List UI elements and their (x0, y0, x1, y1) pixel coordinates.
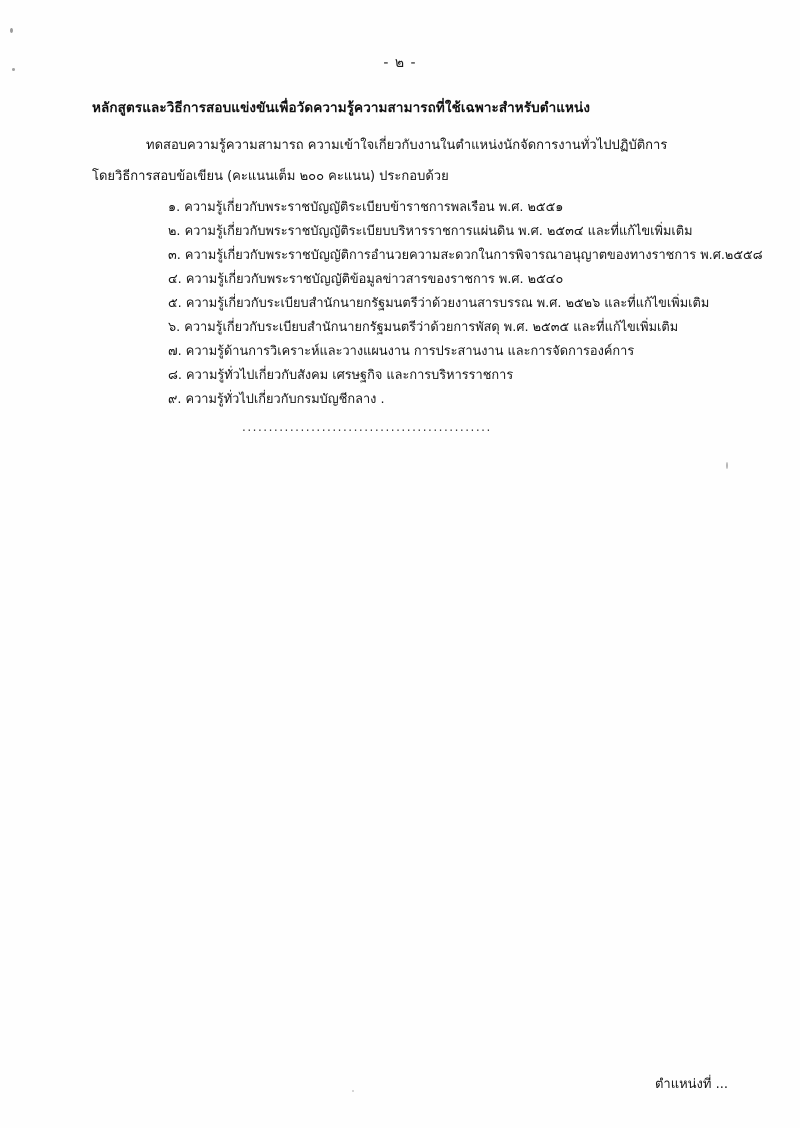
scan-artifact-speck (352, 1090, 354, 1092)
list-item: ๒. ความรู้เกี่ยวกับพระราชบัญญัติระเบียบบริหารราชการแผ่นดิน พ.ศ. ๒๕๓๔ และที่แก้ไขเพิ่มเติม (168, 224, 693, 239)
list-item: ๕. ความรู้เกี่ยวกับระเบียบสำนักนายกรัฐมนตรีว่าด้วยงานสารบรรณ พ.ศ. ๒๕๒๖ และที่แก้ไขเพิ่มเติม (168, 296, 710, 311)
list-item: ๗. ความรู้ด้านการวิเคราะห์และวางแผนงาน การประสานงาน และการจัดการองค์การ (168, 344, 635, 359)
list-item: ๘. ความรู้ทั่วไปเกี่ยวกับสังคม เศรษฐกิจ และการบริหารราชการ (168, 368, 514, 383)
topic-list (92, 196, 763, 412)
list-item: ๔. ความรู้เกี่ยวกับพระราชบัญญัติข้อมูลข่าวสารของราชการ พ.ศ. ๒๕๔๐ (168, 272, 564, 287)
intro-paragraph-line-1 (92, 134, 732, 157)
intro-paragraph-line-2: โดยวิธีการสอบข้อเขียน (คะแนนเต็ม ๒๐๐ คะแนน) ประกอบด้วย (92, 169, 449, 184)
list-item: ๓. ความรู้เกี่ยวกับพระราชบัญญัติการอำนวยความสะดวกในการพิจารณาอนุญาตของทางราชการ พ.ศ.๒๕๕๘ (168, 248, 763, 263)
page-number: - ๒ - (383, 55, 417, 71)
scan-artifact-speck (10, 28, 13, 33)
dotted-separator: ............................................... (242, 420, 492, 434)
document-content (92, 96, 763, 434)
intro-paragraph-text-1: ทดสอบความรู้ความสามารถ ความเข้าใจเกี่ยวกับงานในตำแหน่งนักจัดการงานทั่วไปปฏิบัติการ (146, 138, 668, 153)
section-heading: หลักสูตรและวิธีการสอบแข่งขันเพื่อวัดความรู้ความสามารถที่ใช้เฉพาะสำหรับตำแหน่ง (92, 100, 591, 116)
list-item: ๖. ความรู้เกี่ยวกับระเบียบสำนักนายกรัฐมนตรีว่าด้วยการพัสดุ พ.ศ. ๒๕๓๕ และที่แก้ไขเพิ่มเติม (168, 320, 679, 335)
list-item: ๙. ความรู้ทั่วไปเกี่ยวกับกรมบัญชีกลาง . (168, 392, 385, 407)
scan-artifact-speck (726, 462, 728, 469)
list-item: ๑. ความรู้เกี่ยวกับพระราชบัญญัติระเบียบข้าราชการพลเรือน พ.ศ. ๒๕๕๑ (168, 200, 564, 215)
footer-note: ตำแหน่งที่ ... (654, 1077, 728, 1092)
